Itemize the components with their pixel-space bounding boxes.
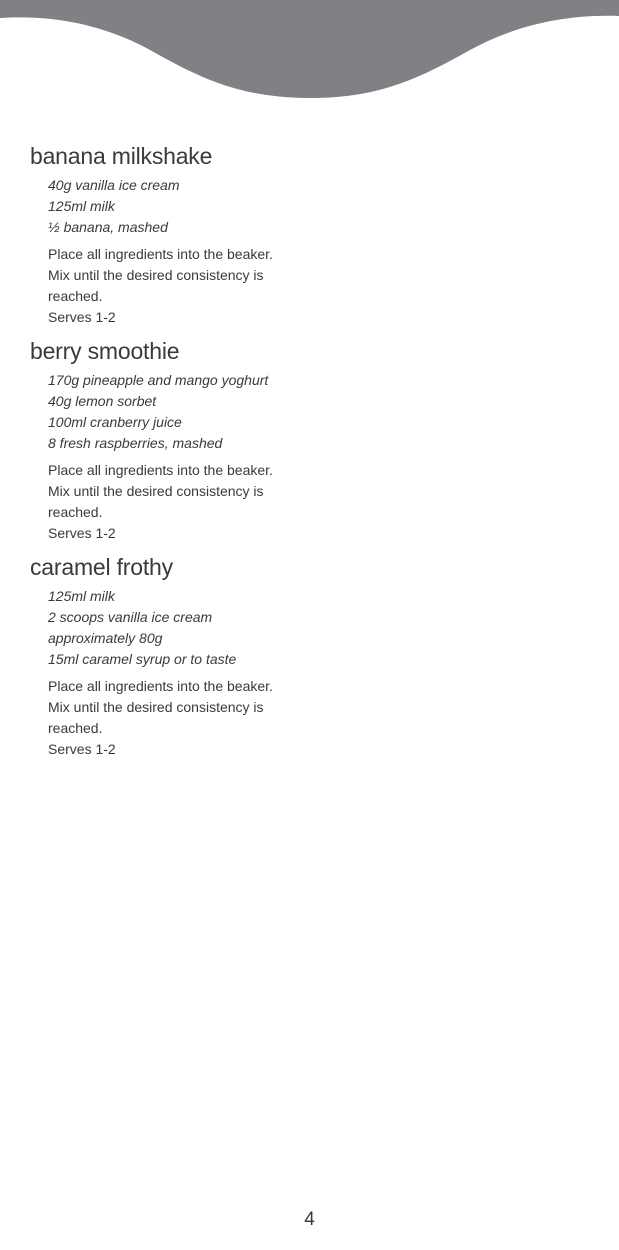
recipe-berry-smoothie bbox=[30, 336, 350, 544]
ingredient-item: 40g vanilla ice cream bbox=[48, 177, 180, 193]
servings-text: Serves 1-2 bbox=[48, 741, 116, 757]
method-line: reached. bbox=[48, 288, 103, 304]
ingredient-list bbox=[48, 370, 350, 454]
ingredient-item: 125ml milk bbox=[48, 198, 115, 214]
servings-text: Serves 1-2 bbox=[48, 525, 116, 541]
ingredient-item: 2 scoops vanilla ice cream bbox=[48, 609, 213, 625]
recipe-title: caramel frothy bbox=[30, 554, 173, 580]
method-line: Mix until the desired consistency is bbox=[48, 267, 264, 283]
ingredient-item: approximately 80g bbox=[48, 630, 163, 646]
recipe-list bbox=[30, 141, 350, 768]
method-text bbox=[48, 244, 350, 328]
ingredient-item: ½ banana, mashed bbox=[48, 219, 168, 235]
method-line: reached. bbox=[48, 504, 103, 520]
ingredient-item: 40g lemon sorbet bbox=[48, 393, 157, 409]
ingredient-item: 125ml milk bbox=[48, 588, 115, 604]
header-wave-decoration bbox=[0, 0, 619, 100]
method-line: reached. bbox=[48, 720, 103, 736]
page-number: 4 bbox=[304, 1209, 315, 1230]
recipe-title: berry smoothie bbox=[30, 338, 180, 364]
method-line: Place all ingredients into the beaker. bbox=[48, 462, 273, 478]
ingredient-list bbox=[48, 175, 350, 238]
ingredient-item: 170g pineapple and mango yoghurt bbox=[48, 372, 269, 388]
recipe-title: banana milkshake bbox=[30, 143, 213, 169]
ingredient-list bbox=[48, 586, 350, 670]
servings-text: Serves 1-2 bbox=[48, 309, 116, 325]
recipe-banana-milkshake bbox=[30, 141, 350, 328]
ingredient-item: 8 fresh raspberries, mashed bbox=[48, 435, 223, 451]
method-text bbox=[48, 676, 350, 760]
method-text bbox=[48, 460, 350, 544]
method-line: Place all ingredients into the beaker. bbox=[48, 678, 273, 694]
recipe-caramel-frothy bbox=[30, 552, 350, 760]
method-line: Mix until the desired consistency is bbox=[48, 699, 264, 715]
method-line: Place all ingredients into the beaker. bbox=[48, 246, 273, 262]
method-line: Mix until the desired consistency is bbox=[48, 483, 264, 499]
ingredient-item: 100ml cranberry juice bbox=[48, 414, 182, 430]
header-wave-shape bbox=[0, 0, 619, 98]
ingredient-item: 15ml caramel syrup or to taste bbox=[48, 651, 237, 667]
